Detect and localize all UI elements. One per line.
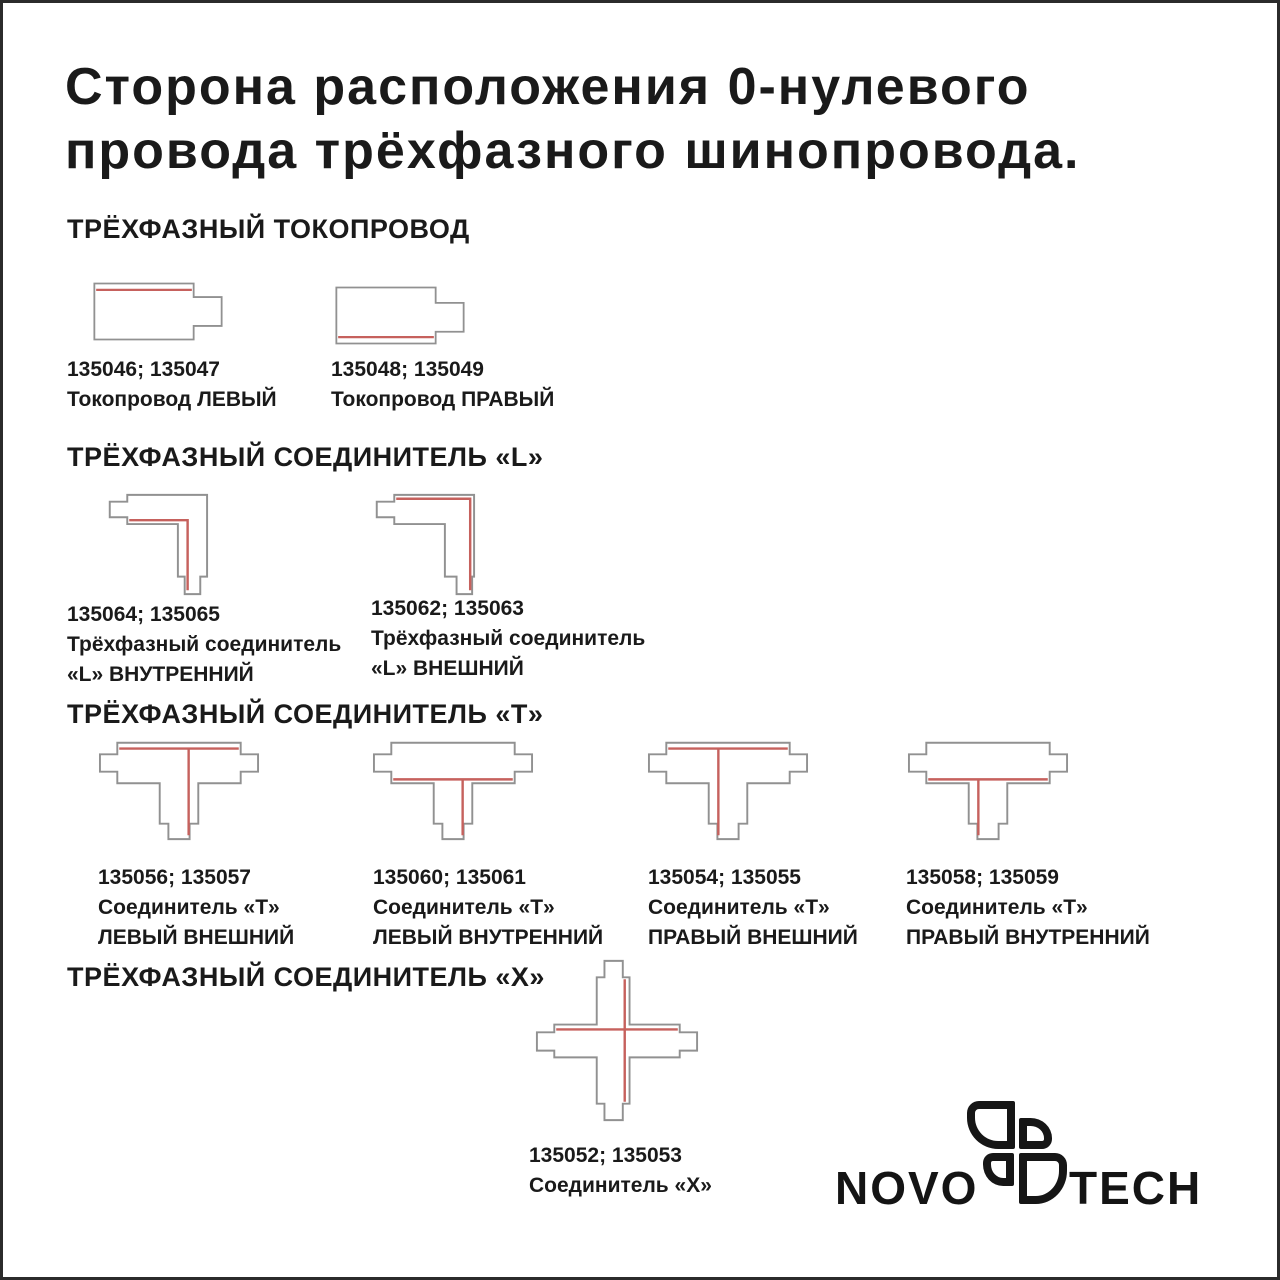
track-outline <box>110 495 207 594</box>
track-outline <box>336 288 463 344</box>
x-connector-diagram <box>534 958 700 1123</box>
figure-caption-line: Соединитель «Т» <box>98 896 280 919</box>
section-heading-t-connector: ТРЁХФАЗНЫЙ СОЕДИНИТЕЛЬ «Т» <box>67 699 544 729</box>
figure-caption <box>98 863 294 953</box>
figure-codes: 135060; 135061 <box>373 866 526 889</box>
l-connector-inner-diagram <box>99 490 212 599</box>
feed-right-diagram <box>329 283 471 348</box>
track-outline <box>374 743 532 839</box>
t-connector-left-outer-diagram <box>95 736 263 843</box>
figure-caption <box>648 863 858 953</box>
logo-word-tech: TECH <box>1069 1162 1203 1214</box>
figure-caption-line: Соединитель «Т» <box>906 896 1088 919</box>
novotech-flower-icon <box>967 1099 1067 1207</box>
figure-caption-line: Токопровод ПРАВЫЙ <box>331 388 555 411</box>
figure-codes: 135054; 135055 <box>648 866 801 889</box>
figure-caption <box>67 355 277 415</box>
figure-caption <box>373 863 603 953</box>
page-title-line-1: Сторона расположения 0-нулевого <box>65 58 1031 116</box>
track-outline <box>909 743 1067 839</box>
track-outline <box>100 743 258 839</box>
figure-caption-line: Соединитель «Х» <box>529 1174 712 1197</box>
figure-caption-line: Токопровод ЛЕВЫЙ <box>67 388 277 411</box>
novotech-logo <box>833 1099 1228 1219</box>
logo-word-novo: NOVO <box>835 1162 979 1214</box>
figure-codes: 135064; 135065 <box>67 603 220 626</box>
track-outline <box>94 284 221 340</box>
figure-codes: 135056; 135057 <box>98 866 251 889</box>
figure-codes: 135062; 135063 <box>371 597 524 620</box>
figure-caption-line: Трёхфазный соединитель <box>67 633 342 656</box>
t-connector-left-inner-diagram <box>369 736 537 843</box>
figure-caption <box>906 863 1150 953</box>
track-outline <box>649 743 807 839</box>
figure-codes: 135052; 135053 <box>529 1144 682 1167</box>
page-title-line-2: провода трёхфазного шинопровода. <box>65 122 1081 180</box>
t-connector-right-inner-diagram <box>904 736 1072 843</box>
figure-caption-line: ЛЕВЫЙ ВНЕШНИЙ <box>98 926 295 949</box>
feed-left-diagram <box>87 279 229 344</box>
l-connector-outer-diagram <box>366 490 479 599</box>
figure-caption-line: «L» ВНЕШНИЙ <box>371 657 524 680</box>
section-heading-l-connector: ТРЁХФАЗНЫЙ СОЕДИНИТЕЛЬ «L» <box>67 442 544 472</box>
figure-caption-line: «L» ВНУТРЕННИЙ <box>67 663 254 686</box>
figure-caption-line: ПРАВЫЙ ВНЕШНИЙ <box>648 926 858 949</box>
figure-caption <box>331 355 554 415</box>
track-outline <box>537 961 697 1120</box>
flower-petal-bottom-left <box>983 1153 1014 1186</box>
figure-codes: 135048; 135049 <box>331 358 484 381</box>
figure-caption-line: Соединитель «Т» <box>648 896 830 919</box>
figure-caption <box>529 1141 712 1201</box>
figure-codes: 135058; 135059 <box>906 866 1059 889</box>
figure-caption-line: Трёхфазный соединитель <box>371 627 646 650</box>
figure-caption-line: ЛЕВЫЙ ВНУТРЕННИЙ <box>373 926 604 949</box>
page-title <box>65 55 1080 183</box>
track-outline <box>377 495 474 594</box>
flower-petal-top-left <box>967 1101 1015 1149</box>
figure-caption <box>371 594 645 684</box>
figure-caption <box>67 600 341 690</box>
flower-petal-top-right <box>1019 1118 1052 1149</box>
figure-caption-line: Соединитель «Т» <box>373 896 555 919</box>
section-heading-x-connector: ТРЁХФАЗНЫЙ СОЕДИНИТЕЛЬ «Х» <box>67 962 545 992</box>
figure-codes: 135046; 135047 <box>67 358 220 381</box>
section-heading-feed: ТРЁХФАЗНЫЙ ТОКОПРОВОД <box>67 214 470 244</box>
flower-petal-bottom-right <box>1019 1153 1067 1204</box>
t-connector-right-outer-diagram <box>644 736 812 843</box>
figure-caption-line: ПРАВЫЙ ВНУТРЕННИЙ <box>906 926 1150 949</box>
